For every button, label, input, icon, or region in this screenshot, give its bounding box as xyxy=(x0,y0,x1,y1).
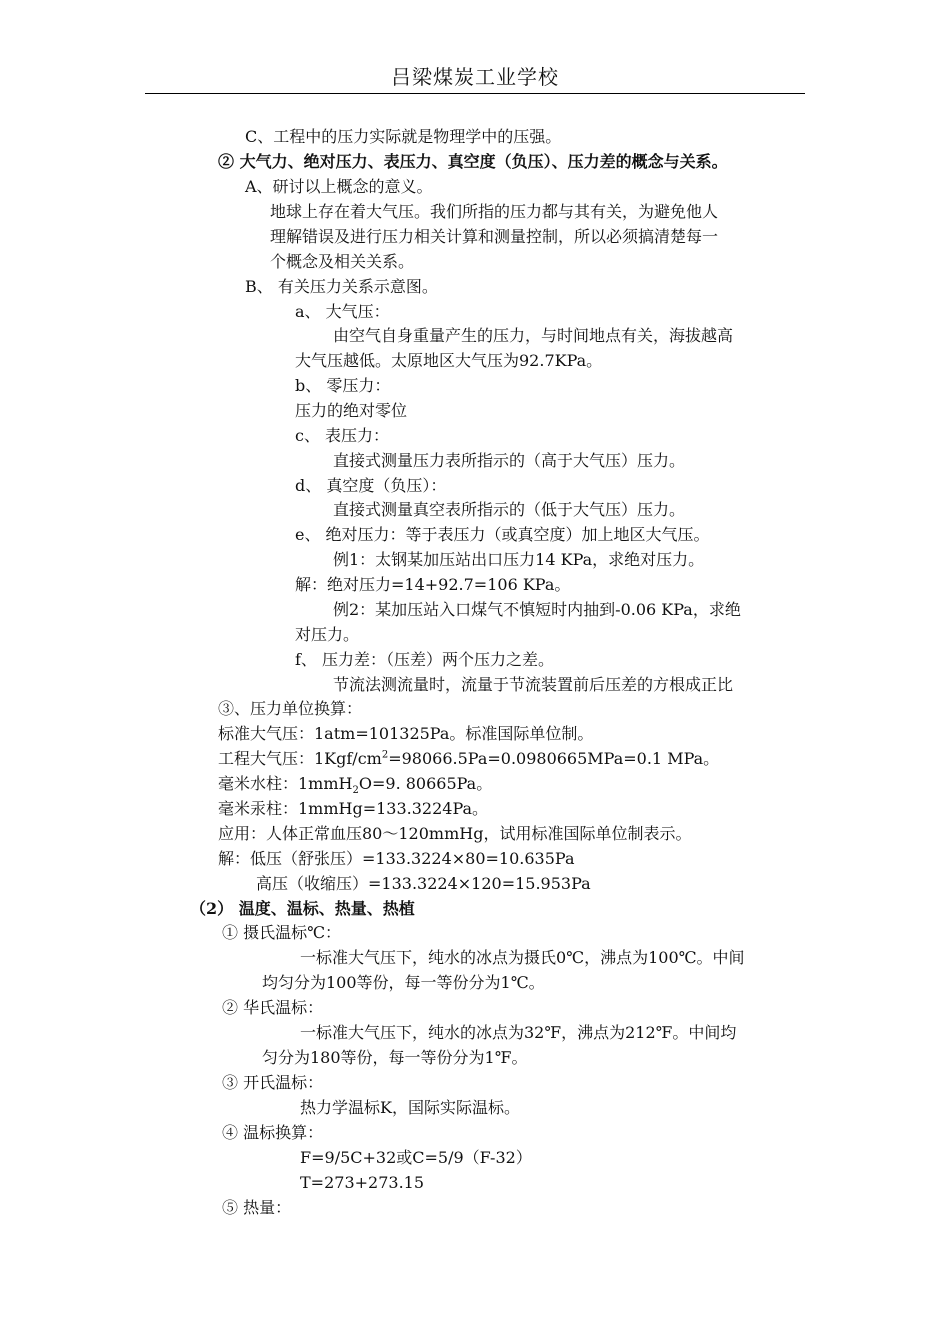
text-line: 例2：某加压站入口煤气不慎短时内抽到-0.06 KPa，求绝 xyxy=(333,600,741,619)
text-line: ④ 温标换算： xyxy=(222,1123,324,1142)
text-run: 毫米水柱：1mmH xyxy=(218,774,353,793)
text-line: A、研讨以上概念的意义。 xyxy=(245,177,433,196)
text-line: 理解错误及进行压力相关计算和测量控制，所以必须搞清楚每一 xyxy=(270,227,719,246)
text-line xyxy=(218,749,719,769)
section-heading: （2） 温度、温标、热量、热植 xyxy=(190,899,415,918)
text-line: 解：低压（舒张压）=133.3224×80=10.635Pa xyxy=(218,849,575,868)
text-line: 压力的绝对零位 xyxy=(295,401,408,420)
text-line: b、 零压力： xyxy=(295,376,391,395)
text-line: B、 有关压力关系示意图。 xyxy=(245,277,438,296)
text-line: 一标准大气压下，纯水的冰点为摄氏0℃，沸点为100℃。中间 xyxy=(300,948,745,967)
section-heading: ② 大气力、绝对压力、表压力、真空度（负压）、压力差的概念与关系。 xyxy=(218,152,728,171)
text-line: 对压力。 xyxy=(295,625,360,644)
header-title: 吕梁煤炭工业学校 xyxy=(391,65,559,89)
text-line: d、 真空度（负压）： xyxy=(295,476,447,495)
subscript: 2 xyxy=(352,785,359,797)
text-line: 直接式测量压力表所指示的（高于大气压）压力。 xyxy=(333,451,686,470)
text-line: 大气压越低。太原地区大气压为92.7KPa。 xyxy=(295,351,603,370)
text-line: T=273+273.15 xyxy=(300,1173,425,1192)
text-line: 个概念及相关关系。 xyxy=(270,252,415,271)
text-line: ② 华氏温标： xyxy=(222,998,324,1017)
text-line: 均匀分为100等份，每一等份分为1℃。 xyxy=(262,973,545,992)
text-line: 热力学温标K，国际实际温标。 xyxy=(300,1098,520,1117)
text-line: C、工程中的压力实际就是物理学中的压强。 xyxy=(245,127,562,146)
text-run: O=9. 80665Pa。 xyxy=(358,774,493,793)
text-line: 毫米汞柱：1mmHg=133.3224Pa。 xyxy=(218,799,489,818)
text-line: 地球上存在着大气压。我们所指的压力都与其有关，为避免他人 xyxy=(270,202,719,221)
text-line: F=9/5C+32或C=5/9（F-32） xyxy=(300,1148,532,1167)
text-line: e、 绝对压力：等于表压力（或真空度）加上地区大气压。 xyxy=(295,525,710,544)
text-line xyxy=(218,774,493,797)
text-line: ⑤ 热量： xyxy=(222,1198,292,1217)
text-line: 一标准大气压下，纯水的冰点为32℉，沸点为212℉。中间均 xyxy=(300,1023,737,1042)
text-line: 解：绝对压力=14+92.7=106 KPa。 xyxy=(295,575,571,594)
text-line: 匀分为180等份，每一等份分为1℉。 xyxy=(262,1048,528,1067)
text-run: =98066.5Pa=0.0980665MPa=0.1 MPa。 xyxy=(388,749,720,768)
text-line: 标准大气压：1atm=101325Pa。标准国际单位制。 xyxy=(218,724,594,743)
text-line: ③ 开氏温标： xyxy=(222,1073,324,1092)
text-line: 例1：太钢某加压站出口压力14 KPa，求绝对压力。 xyxy=(333,550,705,569)
text-line: f、 压力差：（压差）两个压力之差。 xyxy=(295,650,555,669)
text-line: 由空气自身重量产生的压力，与时间地点有关，海拔越高 xyxy=(333,326,734,345)
text-line: ① 摄氏温标℃： xyxy=(222,923,341,942)
superscript: 2 xyxy=(381,749,389,761)
text-line: 直接式测量真空表所指示的（低于大气压）压力。 xyxy=(333,500,686,519)
text-line: 高压（收缩压）=133.3224×120=15.953Pa xyxy=(256,874,591,893)
page-header xyxy=(145,62,805,94)
text-run: 工程大气压：1Kgf/cm xyxy=(218,749,382,768)
text-line: 应用：人体正常血压80～120mmHg，试用标准国际单位制表示。 xyxy=(218,824,692,843)
text-line: c、 表压力： xyxy=(295,426,390,445)
text-line: 节流法测流量时，流量于节流装置前后压差的方根成正比 xyxy=(333,675,734,694)
text-line: ③、压力单位换算： xyxy=(218,699,363,718)
text-line: a、 大气压： xyxy=(295,302,390,321)
